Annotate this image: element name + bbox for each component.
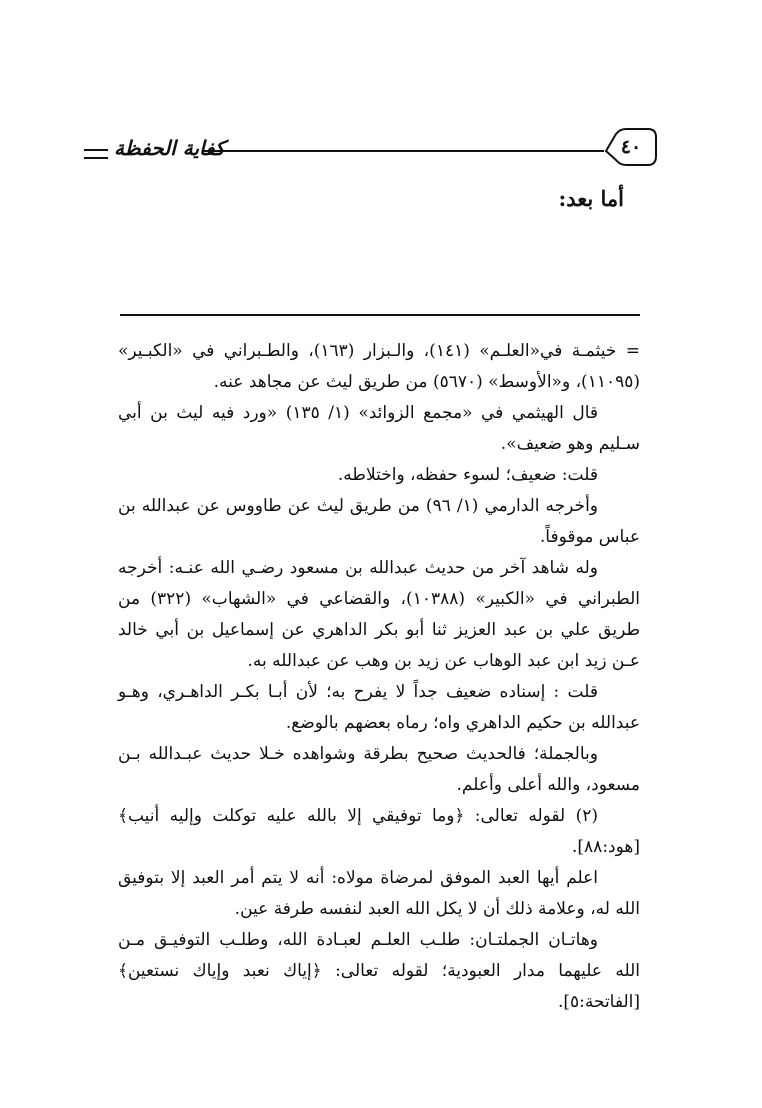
footnote-paragraph: وبالجملة؛ فالحديث صحيح بطرقة وشواهده خـلا حديث عبـدالله بـن مسعود، والله أعلى وأعلم.: [118, 744, 640, 795]
footnote-paragraph: = خيثمـة في«العلـم» (١٤١)، والـبزار (١٦٣)، والطـبراني في «الكبـير» (١١٠٩٥)، و«الأوسط» (٥٦٧٠) من طريق ليث عن مجاهد عنه.: [118, 341, 640, 392]
header-rule: [202, 150, 604, 152]
page-header: [84, 118, 658, 168]
footnote-paragraph: قلت : إسناده ضعيف جداً لا يفرح به؛ لأن أبـا بكـر الداهـري، وهـو عبدالله بن حكيم الداهري واه؛ رماه بعضهم بالوضع.: [118, 682, 640, 733]
header-ornament-dash: [84, 149, 108, 159]
running-title: كفاية الحفظة: [114, 136, 225, 160]
page-number-badge: [604, 126, 658, 168]
footnote-2-paragraph: (٢) لقوله تعالى: ﴿وما توفيقي إلا بالله عليه توكلت وإليه أنيب﴾ [هود:٨٨].: [118, 806, 640, 857]
footnote-paragraph: وهاتـان الجملتـان: طلـب العلـم لعبـادة الله، وطلـب التوفيـق مـن الله عليهما مدار العبودية؛ لقوله تعالى: ﴿إياك نعبد وإياك نستعين﴾ [الفاتحة:٥].: [118, 930, 640, 1012]
footnotes-section: [118, 336, 640, 1018]
footnote-separator: [120, 314, 640, 316]
page-number: ٤٠: [620, 136, 642, 158]
footnote-paragraph: وأخرجه الدارمي (١/ ٩٦) من طريق ليث عن طاووس عن عبدالله بن عباس موقوفاً.: [118, 496, 640, 547]
footnote-paragraph: قال الهيثمي في «مجمع الزوائد» (١/ ١٣٥) «ورد فيه ليث بن أبي سـليم وهو ضعيف».: [118, 403, 640, 454]
footnote-paragraph: اعلم أيها العبد الموفق لمرضاة مولاه: أنه لا يتم أمر العبد إلا بتوفيق الله له، وعلامة ذلك أن لا يكل الله العبد لنفسه طرفة عين.: [118, 868, 640, 919]
footnote-paragraph: وله شاهد آخر من حديث عبدالله بن مسعود رضـي الله عنـه: أخرجه الطبراني في «الكبير» (١٠٣٨٨)، والقضاعي في «الشهاب» (٣٢٢) من طريق علي بن عبد العزيز ثنا أبو بكر الداهري عن إسماعيل بن أبي خالد عـن زيد ابن عبد الوهاب عن زيد بن وهب عن عبدالله به.: [118, 558, 641, 671]
opening-phrase: أما بعد:: [558, 186, 624, 211]
footnote-paragraph: قلت: ضعيف؛ لسوء حفظه، واختلاطه.: [337, 465, 598, 485]
